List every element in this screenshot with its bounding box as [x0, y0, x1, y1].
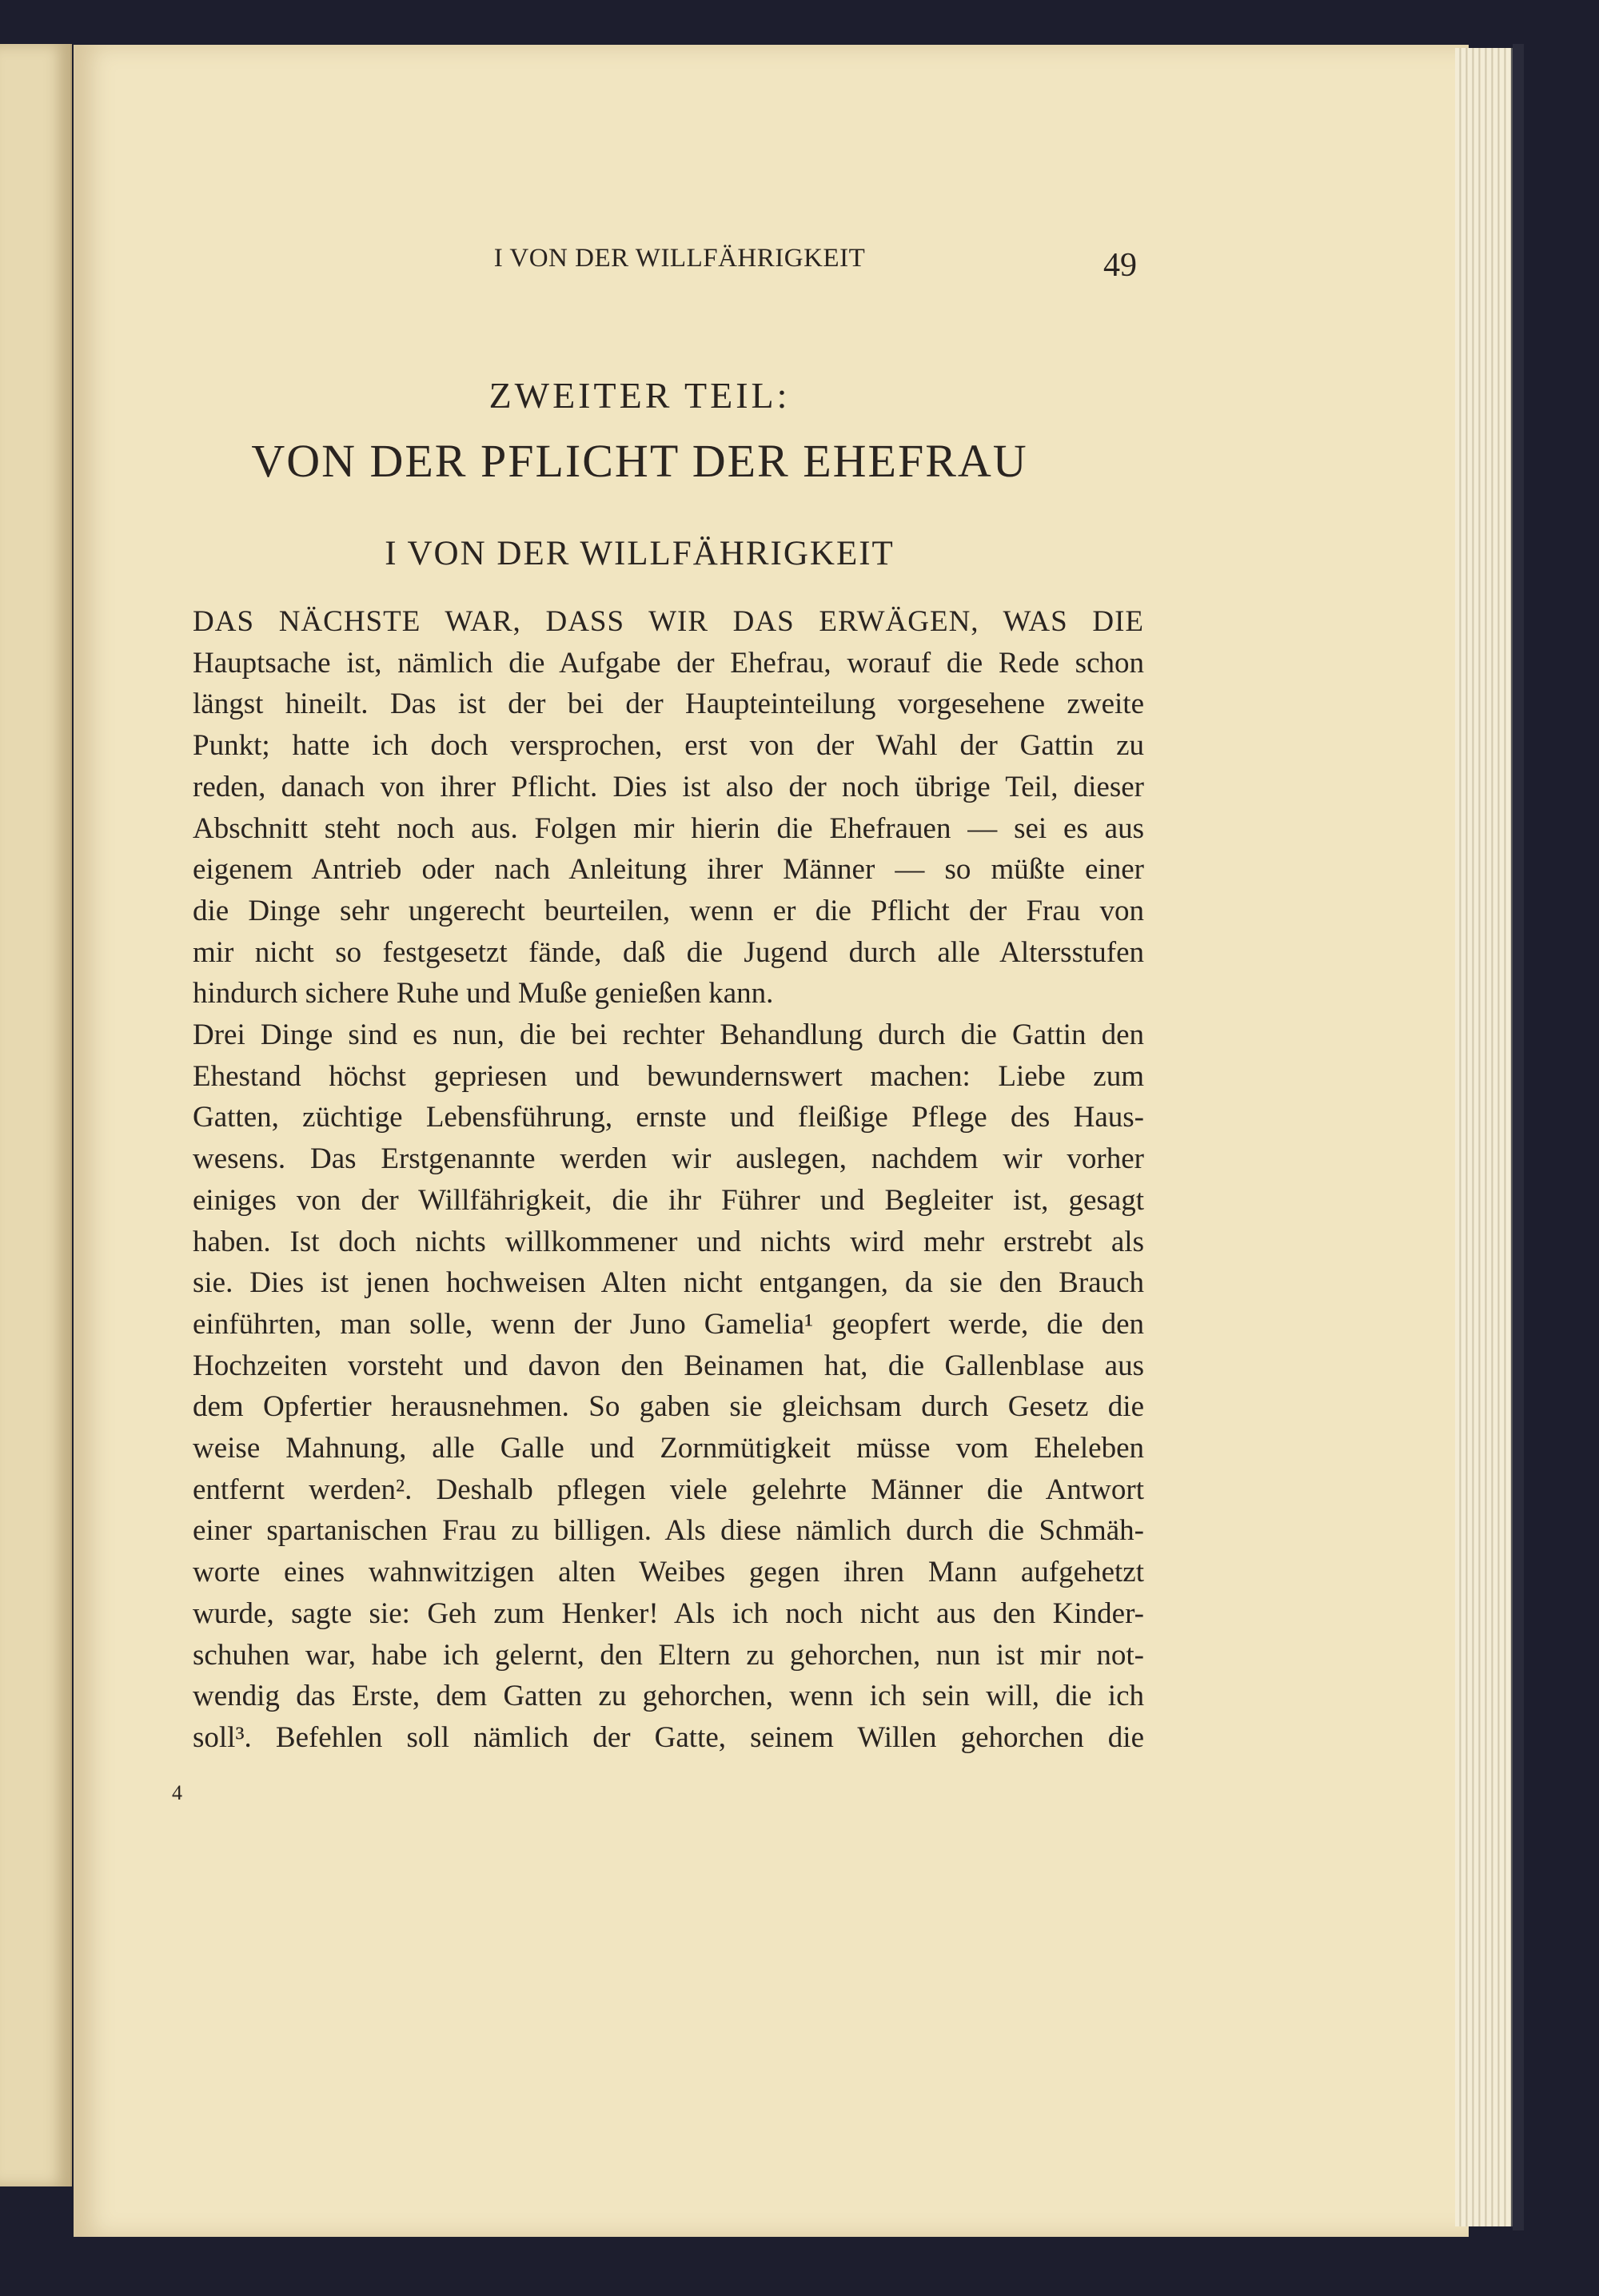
text-line: die Dinge sehr ungerecht beurteilen, wenn er die Pflicht der Frau von [193, 894, 1144, 927]
text-line: Hauptsache ist, nämlich die Aufgabe der Ehefrau, worauf die Rede schon [193, 646, 1144, 680]
part-title: ZWEITER TEIL: [488, 375, 791, 416]
text-line: einführten, man solle, wenn der Juno Gamelia¹ geopfert werde, die den [193, 1307, 1144, 1341]
text-line: einer spartanischen Frau zu billigen. Als diese nämlich durch die Schmäh- [193, 1514, 1144, 1548]
page-number: 49 [1103, 247, 1137, 284]
text-line: weise Mahnung, alle Galle und Zornmütigkeit müsse vom Eheleben [193, 1432, 1144, 1465]
text-line: reden, danach von ihrer Pflicht. Dies ist also der noch übrige Teil, dieser [193, 770, 1144, 803]
section-title: I VON DER WILLFÄHRIGKEIT [385, 535, 895, 572]
text-line: Drei Dinge sind es nun, die bei rechter Behandlung durch die Gattin den [193, 1018, 1144, 1052]
text-line: haben. Ist doch nichts willkommener und nichts wird mehr erstrebt als [193, 1225, 1144, 1258]
text-line: eigenem Antrieb oder nach Anleitung ihrer Männer — so müßte einer [193, 853, 1144, 887]
text-line: Gatten, züchtige Lebensführung, ernste und fleißige Pflege des Haus- [193, 1101, 1144, 1134]
main-title: VON DER PFLICHT DER EHEFRAU [251, 435, 1028, 487]
running-head: I VON DER WILLFÄHRIGKEIT [493, 244, 866, 273]
text-line: Abschnitt steht noch aus. Folgen mir hierin die Ehefrauen — sei es aus [193, 811, 1144, 845]
text-line: schuhen war, habe ich gelernt, den Eltern zu gehorchen, nun ist mir not- [193, 1638, 1144, 1672]
text-line: mir nicht so festgesetzt fände, daß die Jugend durch alle Altersstufen [193, 935, 1144, 969]
text-line: sie. Dies ist jenen hochweisen Alten nicht entgangen, da sie den Brauch [193, 1266, 1144, 1300]
text-line: Ehestand höchst gepriesen und bewundernswert machen: Liebe zum [193, 1059, 1144, 1093]
signature-mark: 4 [172, 1781, 182, 1804]
text-line: hindurch sichere Ruhe und Muße genießen kann. [193, 977, 774, 1010]
text-line: DAS NÄCHSTE WAR, DASS WIR DAS ERWÄGEN, WAS DIE [193, 605, 1144, 638]
text-line: wesens. Das Erstgenannte werden wir auslegen, nachdem wir vorher [193, 1142, 1144, 1176]
text-line: soll³. Befehlen soll nämlich der Gatte, seinem Willen gehorchen die [193, 1720, 1144, 1754]
text-line: Punkt; hatte ich doch versprochen, erst von der Wahl der Gattin zu [193, 729, 1144, 763]
text-line: wurde, sagte sie: Geh zum Henker! Als ich noch nicht aus den Kinder- [193, 1596, 1144, 1630]
text-line: längst hineilt. Das ist der bei der Haupteinteilung vorgesehene zweite [193, 688, 1144, 721]
text-line: dem Opfertier herausnehmen. So gaben sie gleichsam durch Gesetz die [193, 1390, 1144, 1424]
text-line: worte eines wahnwitzigen alten Weibes gegen ihren Mann aufgehetzt [193, 1556, 1144, 1589]
text-line: wendig das Erste, dem Gatten zu gehorchen, wenn ich sein will, die ich [193, 1680, 1144, 1713]
binding-edge [1513, 44, 1524, 2230]
body-text [193, 601, 1144, 1759]
page-edges [1455, 48, 1513, 2226]
text-line: entfernt werden². Deshalb pflegen viele gelehrte Männer die Antwort [193, 1473, 1144, 1506]
facing-page-edge [0, 44, 72, 2186]
text-line: Hochzeiten vorsteht und davon den Beinamen hat, die Gallenblase aus [193, 1349, 1144, 1382]
text-line: einiges von der Willfährigkeit, die ihr Führer und Begleiter ist, gesagt [193, 1183, 1144, 1217]
